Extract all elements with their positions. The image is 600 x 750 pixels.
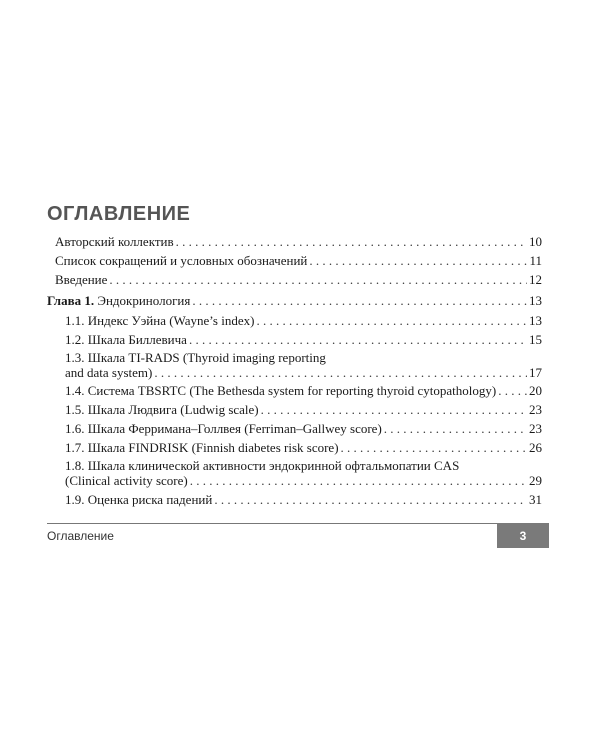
dot-leader — [109, 272, 527, 287]
toc-entry-chapter-1[interactable] — [47, 293, 542, 308]
toc-entry-page: 29 — [529, 473, 542, 488]
toc-entry-page: 10 — [529, 234, 542, 249]
toc-entry-authors[interactable] — [55, 234, 542, 249]
footer-section-label: Оглавление — [47, 529, 114, 543]
dot-leader — [256, 313, 527, 328]
dot-leader — [384, 421, 527, 436]
toc-entry-1-9[interactable] — [65, 492, 542, 507]
toc-entry-page: 11 — [529, 253, 542, 268]
page-number-badge: 3 — [497, 523, 549, 548]
toc-entry-page: 13 — [529, 293, 542, 308]
toc-entry-title: 1.2. Шкала Биллевича — [65, 332, 187, 347]
toc-entry-page: 31 — [529, 492, 542, 507]
toc-entry-1-7[interactable] — [65, 440, 542, 455]
toc-entry-1-8[interactable] — [65, 458, 542, 488]
dot-leader — [214, 492, 527, 507]
toc-entry-title: 1.5. Шкала Людвига (Ludwig scale) — [65, 402, 259, 417]
toc-entry-line2 — [65, 473, 542, 488]
toc-entry-page: 12 — [529, 272, 542, 287]
dot-leader — [498, 383, 527, 398]
toc-entry-title: 1.1. Индекс Уэйна (Wayne’s index) — [65, 313, 255, 328]
toc-entry-title: 1.6. Шкала Ферримана–Голлвея (Ferriman–Gallwey score) — [65, 421, 382, 436]
dot-leader — [192, 293, 527, 308]
toc-entry-title: Авторский коллектив — [55, 234, 174, 249]
toc-entry-1-4[interactable] — [65, 383, 542, 398]
dot-leader — [341, 440, 527, 455]
dot-leader — [189, 332, 527, 347]
toc-entry-title-line1: 1.8. Шкала клинической активности эндокринной офтальмопатии CAS — [65, 458, 460, 473]
toc-entry-1-5[interactable] — [65, 402, 542, 417]
toc-entry-title: 1.9. Оценка риска падений — [65, 492, 213, 507]
chapter-prefix: Глава 1. — [47, 293, 95, 308]
toc-entry-page: 23 — [529, 402, 542, 417]
toc-entry-1-2[interactable] — [65, 332, 542, 347]
toc-entry-1-6[interactable] — [65, 421, 542, 436]
toc-entry-line2 — [65, 365, 542, 380]
dot-leader — [309, 253, 527, 268]
toc-entry-title-line1: 1.3. Шкала TI-RADS (Thyroid imaging reporting — [65, 350, 326, 365]
footer-divider — [47, 523, 497, 524]
toc-entry-1-3[interactable] — [65, 350, 542, 380]
toc-entry-page: 15 — [529, 332, 542, 347]
dot-leader — [190, 473, 527, 488]
toc-entry-title-line2: (Clinical activity score) — [65, 473, 188, 488]
toc-entry-title — [47, 293, 190, 308]
dot-leader — [154, 365, 527, 380]
toc-entry-page: 17 — [529, 365, 542, 380]
toc-entry-title: Список сокращений и условных обозначений — [55, 253, 308, 268]
toc-entry-1-1[interactable] — [65, 313, 542, 328]
toc-entry-page: 23 — [529, 421, 542, 436]
dot-leader — [261, 402, 527, 417]
toc-entry-page: 26 — [529, 440, 542, 455]
chapter-title: Эндокринология — [97, 293, 191, 308]
toc-entry-title-line2: and data system) — [65, 365, 153, 380]
toc-entry-introduction[interactable] — [55, 272, 542, 287]
toc-entry-abbreviations[interactable] — [55, 253, 542, 268]
toc-entry-title: Введение — [55, 272, 108, 287]
dot-leader — [176, 234, 527, 249]
toc-entry-page: 20 — [529, 383, 542, 398]
toc-entry-title: 1.4. Система TBSRTC (The Bethesda system for reporting thyroid cytopathology) — [65, 383, 497, 398]
toc-entry-title: 1.7. Шкала FINDRISK (Finnish diabetes risk score) — [65, 440, 339, 455]
toc-heading: ОГЛАВЛЕНИЕ — [47, 203, 191, 225]
toc-entry-page: 13 — [529, 313, 542, 328]
